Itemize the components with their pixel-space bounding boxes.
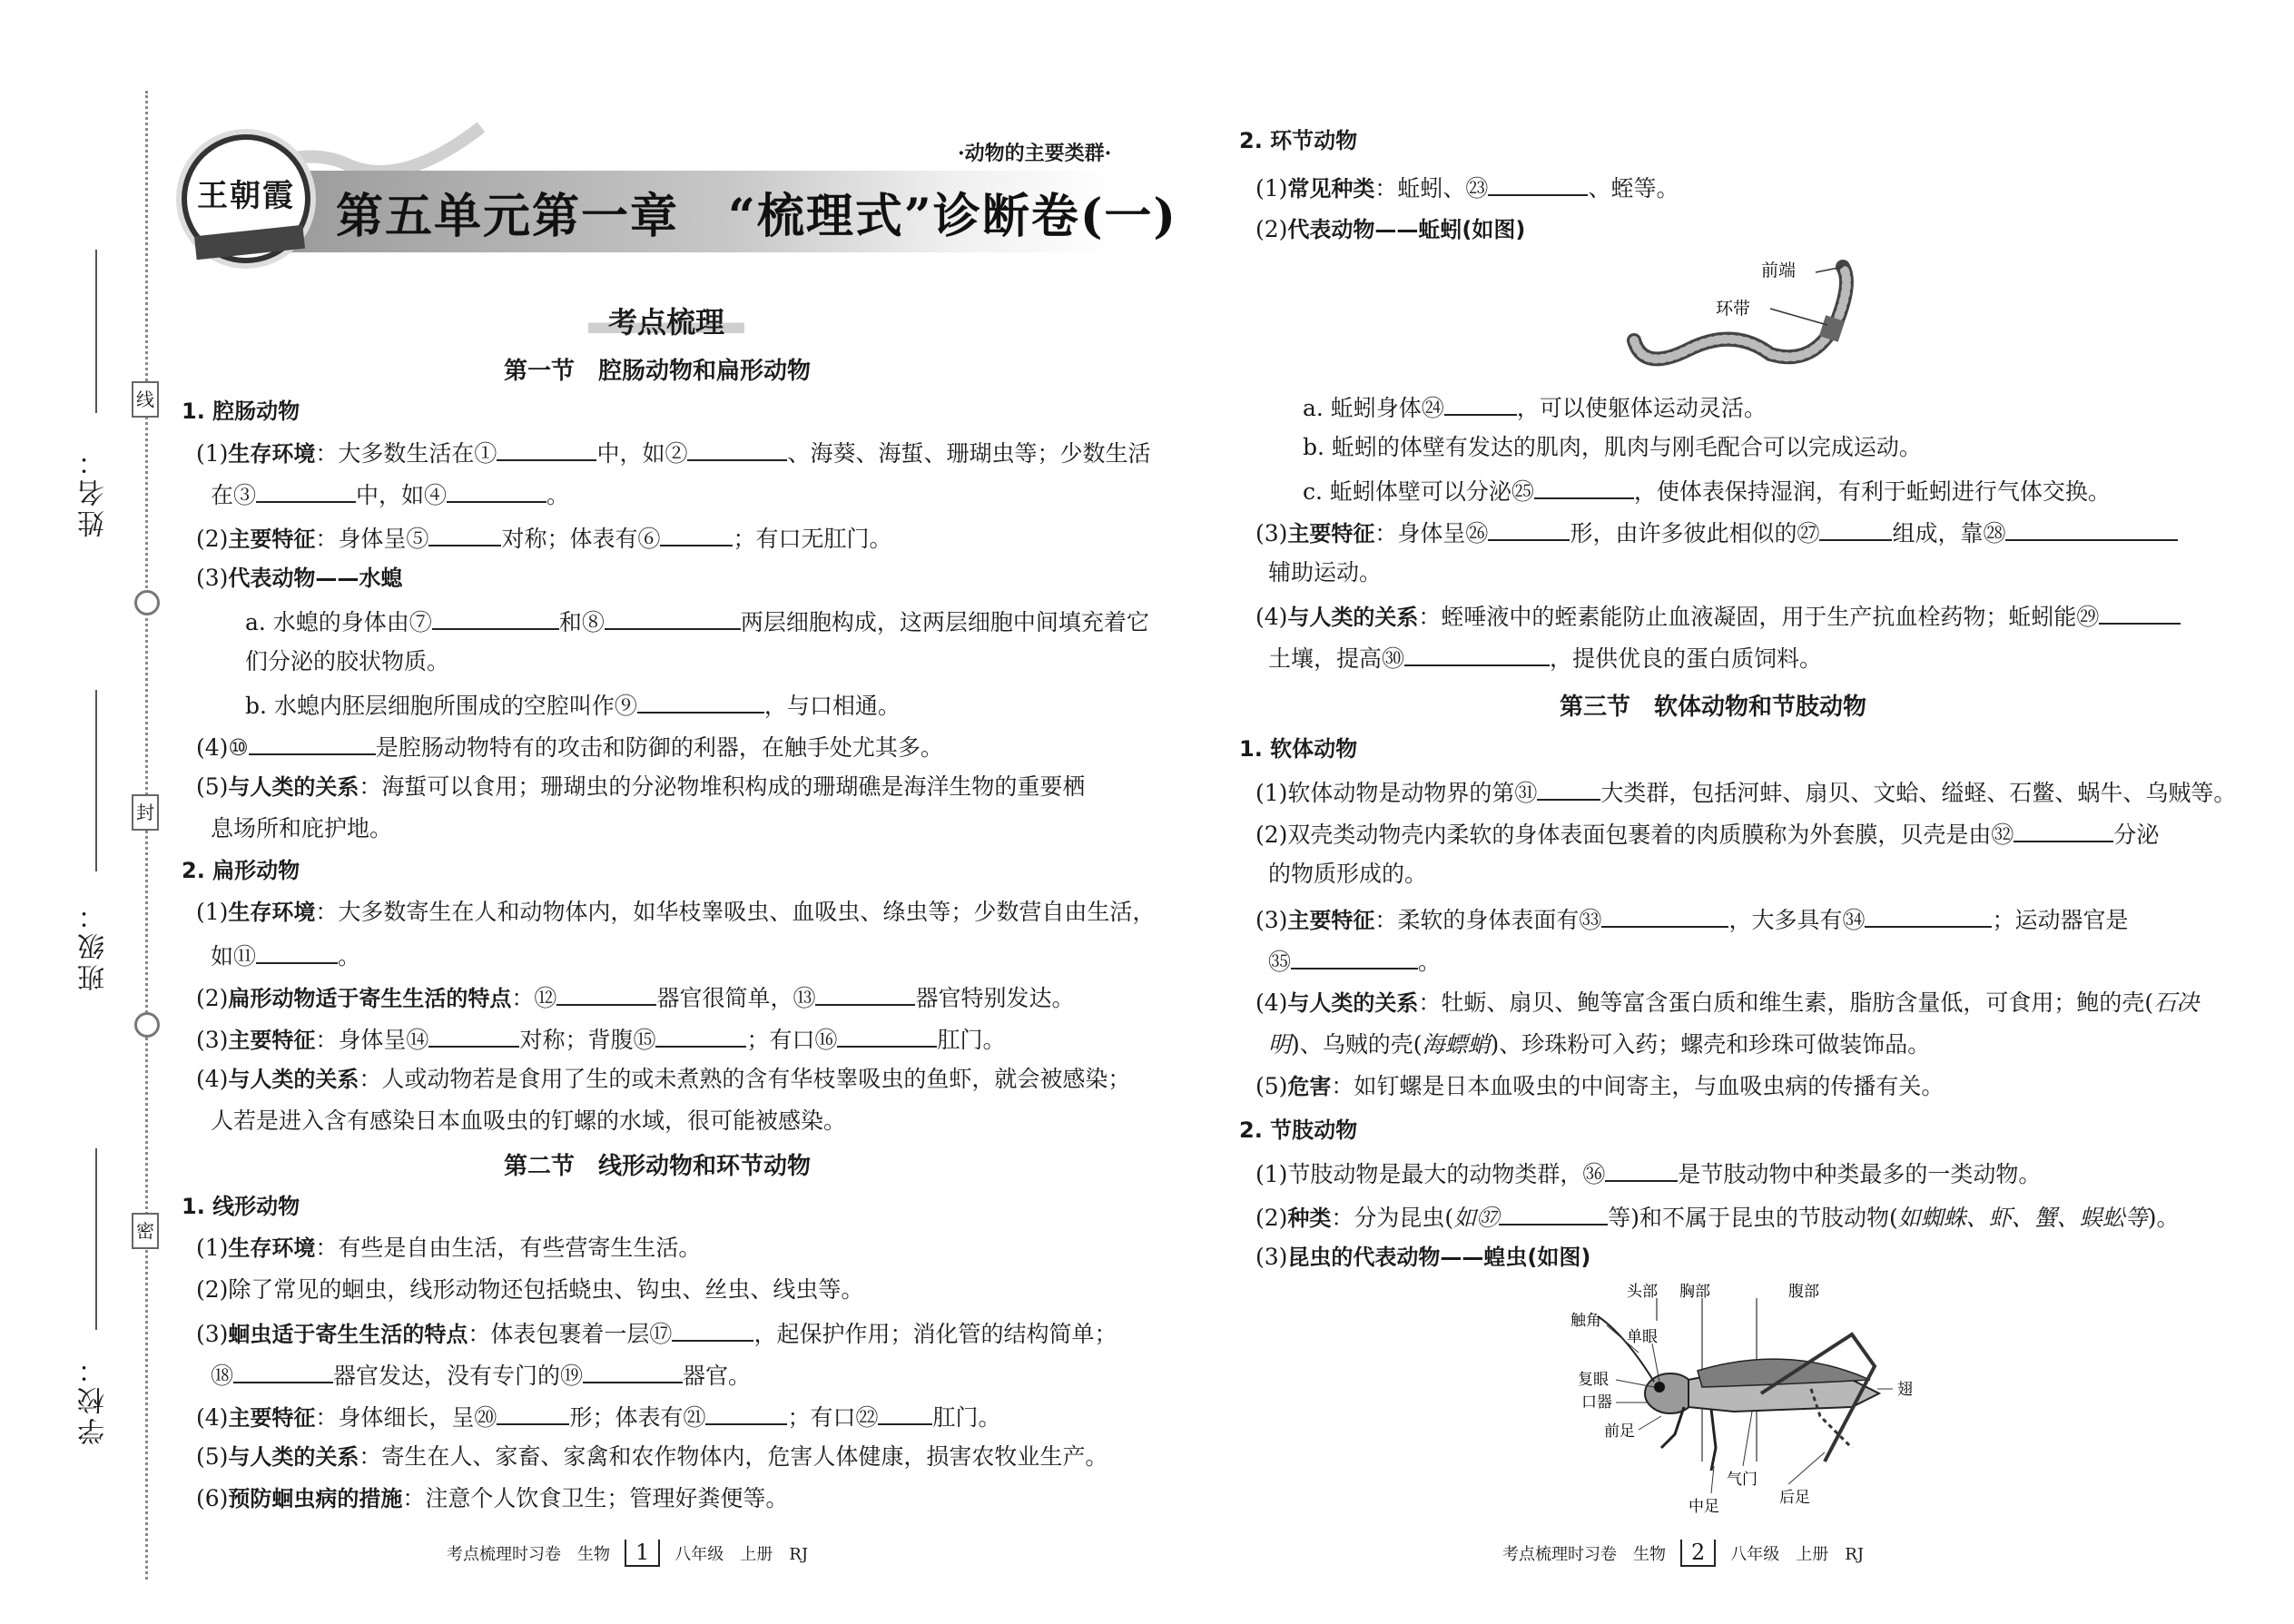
blank-25[interactable]: [1534, 474, 1634, 499]
name-label: 姓名：: [78, 445, 110, 537]
label-antenna: 触角: [1570, 1312, 1601, 1330]
q33-line: (3)主要特征：柔软的身体表面有㉝ ，大多具有㉞ ；运动器官是: [1255, 902, 2128, 936]
q24-line: a. 蚯蚓身体㉔ ，可以使躯体运动灵活。: [1303, 390, 1767, 424]
blank-31[interactable]: [1537, 775, 1600, 801]
blank-16[interactable]: [837, 1022, 937, 1048]
locust-diagram: [1552, 1280, 1952, 1525]
blank-4[interactable]: [447, 477, 546, 503]
text-line: 息场所和庇护地。: [211, 815, 393, 842]
logo-text: 王朝霞: [197, 178, 295, 214]
q30-line: 土壤，提高㉚ ，提供优良的蛋白质饲料。: [1268, 641, 1822, 674]
school-label: 学校：: [78, 1353, 110, 1445]
blank-15[interactable]: [655, 1022, 746, 1048]
text-line: 们分泌的胶状物质。: [245, 648, 450, 674]
blank-7[interactable]: [432, 605, 559, 630]
q36-line: (1)节肢动物是最大的动物类群，㊱ 是节肢动物中种类最多的一类动物。: [1255, 1156, 2041, 1190]
label-wing: 翅: [1897, 1381, 1913, 1399]
seal-char-xian: 线: [132, 381, 159, 418]
text-line: (5)与人类的关系：寄生在人、家畜、家禽和农作物体内，危害人体健康，损害农牧业生产。: [196, 1443, 1108, 1470]
label-head: 头部: [1627, 1283, 1658, 1301]
q17-line: (3)蛔虫适于寄生生活的特点：体表包裹着一层⑰ ，起保护作用；消化管的结构简单；: [196, 1316, 1117, 1350]
q37-line: (2)种类：分为昆虫(如㊲ 等)和不属于昆虫的节肢动物(如蜘蛛、虾、蟹、蜈蚣等)。: [1255, 1200, 2180, 1234]
text-line: (2)除了常见的蛔虫，线形动物还包括蛲虫、钩虫、丝虫、线虫等。: [196, 1276, 864, 1303]
seal-char-mi: 密: [132, 1213, 159, 1249]
text-line: (6)预防蛔虫病的措施：注意个人饮食卫生；管理好粪便等。: [196, 1485, 789, 1511]
earthworm-illustration: [1616, 254, 1888, 381]
blank-14[interactable]: [428, 1022, 519, 1048]
binding-knot-icon: [134, 1012, 160, 1038]
text-line: b. 蚯蚓的体壁有发达的肌肉，肌肉与刚毛配合可以完成运动。: [1303, 434, 1922, 460]
q10-line: (4)⑩ 是腔肠动物特有的攻击和防御的利器，在触手处尤其多。: [196, 730, 943, 763]
binding-dotted-line: [145, 91, 148, 1580]
heading-coelenterates: 1. 腔肠动物: [182, 399, 300, 424]
blank-37[interactable]: [1499, 1200, 1608, 1225]
blank-24[interactable]: [1444, 390, 1517, 416]
text-line: (5)与人类的关系：海蜇可以食用；珊瑚虫的分泌物堆积构成的珊瑚礁是海洋生物的重要栖: [196, 773, 1086, 800]
binding-knot-icon: [134, 590, 160, 615]
blank-23[interactable]: [1488, 171, 1588, 196]
q7-line: a. 水螅的身体由⑦ 和⑧ 两层细胞构成，这两层细胞中间填充着它: [245, 605, 1149, 638]
blank-19[interactable]: [583, 1358, 683, 1383]
q11-line: 如⑪ 。: [211, 939, 360, 972]
blank-11[interactable]: [256, 939, 338, 964]
section-3-title: 第三节 软体动物和节肢动物: [1560, 694, 1867, 721]
text-line: (1)生存环境：有些是自由生活，有些营寄生生活。: [196, 1235, 702, 1261]
hydra-heading: (3)代表动物——水螅: [196, 565, 403, 591]
text-line: 的物质形成的。: [1268, 861, 1428, 887]
text-line: 明)、乌贼的壳(海螵蛸)、珍珠粉可入药；螺壳和珍珠可做装饰品。: [1268, 1031, 1931, 1058]
label-ocellus: 单眼: [1627, 1328, 1658, 1346]
blank-12[interactable]: [556, 980, 656, 1006]
text-line: (4)与人类的关系：牡蛎、扇贝、鲍等富含蛋白质和维生素，脂肪含量低，可食用；鲍的壳(石决: [1255, 989, 2200, 1016]
blank-36[interactable]: [1605, 1156, 1678, 1182]
blank-10[interactable]: [249, 730, 376, 755]
page-number: 1: [625, 1540, 660, 1567]
q18-line: ⑱ 器官发达，没有专门的⑲ 器官。: [211, 1358, 751, 1392]
label-spiracle: 气门: [1727, 1471, 1757, 1489]
blank-8[interactable]: [605, 605, 741, 630]
blank-33[interactable]: [1601, 902, 1728, 928]
blank-22[interactable]: [878, 1400, 932, 1425]
q25-line: c. 蚯蚓体壁可以分泌㉕ ，使体表保持湿润，有利于蚯蚓进行气体交换。: [1303, 474, 2111, 507]
q23-line: (1)常见种类：蚯蚓、㉓ 、蛭等。: [1255, 171, 1679, 204]
blank-28[interactable]: [2005, 516, 2178, 541]
page-title: 第五单元第一章 “梳理式”诊断卷(一): [336, 189, 1178, 244]
q1-line: (1)生存环境：大多数生活在① 中，如② 、海葵、海蜇、珊瑚虫等；少数生活: [196, 436, 1150, 469]
q20-line: (4)主要特征：身体细长，呈⑳ 形；体表有㉑ ；有口㉒ 肛门。: [196, 1400, 1000, 1433]
blank-3[interactable]: [256, 477, 356, 503]
kaodian-heading: 考点梳理: [588, 300, 744, 341]
label-compound-eye: 复眼: [1578, 1371, 1609, 1389]
section-2-title: 第二节 线形动物和环节动物: [504, 1153, 812, 1180]
blank-35[interactable]: [1291, 944, 1418, 969]
text-line: (1)生存环境：大多数寄生在人和动物体内，如华枝睾吸虫、血吸虫、绦虫等；少数营自由生活，: [196, 899, 1156, 925]
blank-17[interactable]: [672, 1316, 753, 1342]
page-number: 2: [1680, 1540, 1716, 1567]
blank-5[interactable]: [428, 521, 501, 546]
text-line: 辅助运动。: [1268, 559, 1383, 586]
heading-molluscs: 1. 软体动物: [1239, 736, 1358, 762]
section-1-title: 第一节 腔肠动物和扁形动物: [504, 358, 812, 385]
blank-18[interactable]: [233, 1358, 333, 1383]
text-line: 人若是进入含有感染日本血吸虫的钉螺的水域，很可能被感染。: [211, 1107, 847, 1134]
name-underline: [95, 250, 97, 413]
label-abdomen: 腹部: [1788, 1283, 1819, 1301]
heading-flatworms: 2. 扁形动物: [182, 858, 300, 883]
blank-2[interactable]: [687, 436, 787, 461]
label-thorax: 胸部: [1679, 1283, 1710, 1301]
school-underline: [95, 1148, 97, 1330]
blank-26[interactable]: [1488, 516, 1570, 541]
class-underline: [95, 690, 97, 871]
label-midleg: 中足: [1689, 1498, 1719, 1516]
blank-29[interactable]: [2099, 599, 2181, 625]
blank-20[interactable]: [497, 1400, 569, 1425]
label-hindleg: 后足: [1779, 1489, 1810, 1507]
q35-line: ㉟ 。: [1268, 944, 1441, 978]
blank-30[interactable]: [1404, 641, 1550, 666]
earthworm-heading: (2)代表动物——蚯蚓(如图): [1255, 216, 1526, 242]
blank-21[interactable]: [705, 1400, 787, 1425]
footer-page-2: 考点梳理时习卷 生物 2 八年级 上册 RJ: [1502, 1540, 1865, 1565]
blank-34[interactable]: [1865, 902, 1992, 928]
q12-line: (2)扁形动物适于寄生生活的特点：⑫ 器官很简单，⑬ 器官特别发达。: [196, 980, 1074, 1014]
blank-32[interactable]: [2013, 817, 2113, 842]
blank-6[interactable]: [660, 521, 733, 546]
label-clitellum: 环带: [1716, 299, 1751, 319]
q26-line: (3)主要特征：身体呈㉖ 形，由许多彼此相似的㉗ 组成，靠㉘: [1255, 516, 2178, 549]
q29-line: (4)与人类的关系：蛭唾液中的蛭素能防止血液凝固，用于生产抗血栓药物；蚯蚓能㉙: [1255, 599, 2181, 633]
blank-27[interactable]: [1819, 516, 1892, 541]
text-line: (4)与人类的关系：人或动物若是食用了生的或未煮熟的含有华枝睾吸虫的鱼虾，就会被感染；: [196, 1066, 1131, 1092]
seal-char-feng: 封: [132, 794, 159, 831]
heading-annelids: 2. 环节动物: [1239, 128, 1358, 153]
subject-tag: ·动物的主要类群·: [958, 142, 1112, 165]
q32-line: (2)双壳类动物壳内柔软的身体表面包裹着的肉质膜称为外套膜，贝壳是由㉜ 分泌: [1255, 817, 2159, 851]
label-front-end: 前端: [1761, 261, 1797, 281]
label-foreleg: 前足: [1604, 1422, 1635, 1441]
q14-line: (3)主要特征：身体呈⑭ 对称；背腹⑮ ；有口⑯ 肛门。: [196, 1022, 1005, 1056]
text-line: (5)危害：如钉螺是日本血吸虫的中间寄主，与血吸虫病的传播有关。: [1255, 1073, 1944, 1099]
heading-arthropods: 2. 节肢动物: [1239, 1117, 1358, 1143]
q31-line: (1)软体动物是动物界的第㉛ 大类群，包括河蚌、扇贝、文蛤、缢蛏、石鳖、蜗牛、乌贼等。: [1255, 775, 2236, 809]
footer-page-1: 考点梳理时习卷 生物 1 八年级 上册 RJ: [447, 1540, 809, 1565]
blank-13[interactable]: [815, 980, 915, 1006]
blank-9[interactable]: [637, 688, 764, 714]
q9-line: b. 水螅内胚层细胞所围成的空腔叫作⑨ ，与口相通。: [245, 688, 901, 722]
label-mouthparts: 口器: [1581, 1393, 1612, 1412]
locust-heading: (3)昆虫的代表动物——蝗虫(如图): [1255, 1244, 1591, 1270]
q3-line: 在③ 中，如④ 。: [211, 477, 569, 511]
heading-roundworms: 1. 线形动物: [182, 1194, 300, 1219]
q5-line: (2)主要特征：身体呈⑤ 对称；体表有⑥ ；有口无肛门。: [196, 521, 891, 555]
blank-1[interactable]: [497, 436, 596, 461]
class-label: 班级：: [78, 899, 110, 991]
